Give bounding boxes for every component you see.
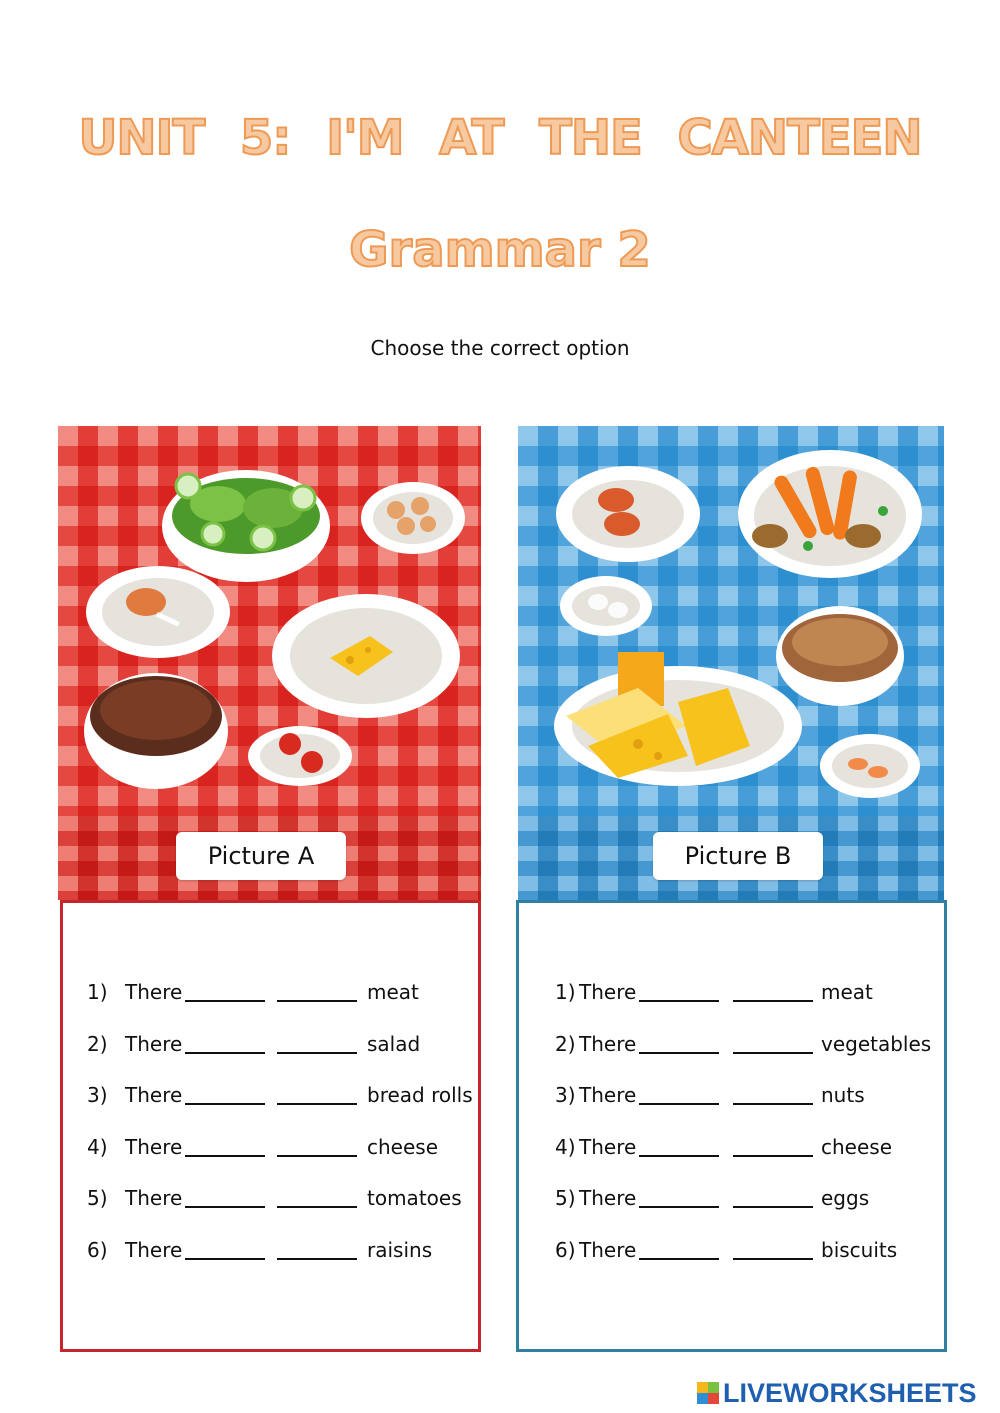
- tomatoes-plate-icon: [248, 726, 352, 786]
- picture-b-label: Picture B: [653, 832, 823, 880]
- questions-box-a: [60, 900, 481, 1352]
- answer-blank-2[interactable]: [277, 1000, 357, 1002]
- answer-blank-1[interactable]: [639, 1103, 719, 1105]
- salad-bowl-icon: [162, 470, 330, 582]
- answer-blank-2[interactable]: [733, 1000, 813, 1002]
- bread-rolls-plate-icon: [361, 482, 465, 554]
- question-number: 3): [555, 1083, 576, 1108]
- answer-blank-1[interactable]: [639, 1206, 719, 1208]
- chicken-plate-icon: [86, 566, 230, 658]
- question-row: [87, 1235, 477, 1265]
- answer-blank-1[interactable]: [185, 1155, 265, 1157]
- question-row: [555, 1080, 945, 1110]
- answer-blank-1[interactable]: [639, 1052, 719, 1054]
- raisins-bowl-icon: [84, 673, 228, 789]
- question-there: There: [125, 980, 183, 1004]
- question-row: [555, 1183, 945, 1213]
- question-there: There: [125, 1186, 183, 1211]
- question-row: [87, 1183, 477, 1213]
- answer-blank-2[interactable]: [733, 1103, 813, 1105]
- question-row: [555, 1029, 945, 1059]
- question-row: [87, 1080, 477, 1110]
- picture-a-illustration: [58, 426, 481, 900]
- picture-a-panel: [58, 426, 481, 900]
- question-row: [555, 1235, 945, 1265]
- vegetables-plate-icon: [738, 450, 922, 578]
- question-noun: vegetables: [821, 1031, 932, 1056]
- unit-title: UNIT 5: I'M AT THE CANTEEN: [78, 110, 922, 166]
- question-there: There: [579, 1031, 637, 1056]
- question-number: 1): [555, 980, 576, 1004]
- question-noun: bread rolls: [367, 1083, 473, 1108]
- answer-blank-2[interactable]: [733, 1155, 813, 1157]
- liveworksheets-logo-icon: [697, 1382, 719, 1404]
- question-number: 4): [87, 1134, 108, 1159]
- question-number: 5): [87, 1186, 108, 1211]
- question-noun: meat: [821, 980, 873, 1004]
- answer-blank-1[interactable]: [185, 1103, 265, 1105]
- picture-a-label: Picture A: [176, 832, 346, 880]
- question-there: There: [579, 1186, 637, 1211]
- answer-blank-2[interactable]: [277, 1052, 357, 1054]
- biscuits-plate-icon: [820, 734, 920, 798]
- answer-blank-1[interactable]: [185, 1206, 265, 1208]
- answer-blank-2[interactable]: [733, 1052, 813, 1054]
- answer-blank-2[interactable]: [277, 1103, 357, 1105]
- question-number: 2): [555, 1031, 576, 1056]
- logo-text: LIVEWORKSHEETS: [723, 1377, 977, 1408]
- cheese-plate-icon: [272, 594, 460, 718]
- answer-blank-1[interactable]: [185, 1000, 265, 1002]
- question-number: 1): [87, 980, 108, 1004]
- answer-blank-2[interactable]: [733, 1258, 813, 1260]
- liveworksheets-logo: [697, 1378, 977, 1408]
- answer-blank-1[interactable]: [185, 1052, 265, 1054]
- question-there: There: [579, 1083, 637, 1108]
- question-there: There: [125, 1134, 183, 1159]
- question-noun: nuts: [821, 1083, 865, 1108]
- question-row: [87, 977, 477, 1007]
- question-row: [555, 1132, 945, 1162]
- instruction-text: Choose the correct option: [370, 336, 630, 360]
- question-number: 6): [555, 1238, 576, 1262]
- question-row: [555, 977, 945, 1007]
- chicken-plate-icon: [556, 466, 700, 562]
- question-noun: raisins: [367, 1238, 433, 1262]
- answer-blank-2[interactable]: [733, 1206, 813, 1208]
- question-noun: cheese: [821, 1134, 893, 1159]
- question-row: [87, 1029, 477, 1059]
- answer-blank-2[interactable]: [277, 1155, 357, 1157]
- question-number: 4): [555, 1134, 576, 1159]
- question-there: There: [579, 1134, 637, 1159]
- question-row: [87, 1132, 477, 1162]
- questions-box-b: [516, 900, 947, 1352]
- question-number: 3): [87, 1083, 108, 1108]
- question-number: 6): [87, 1238, 108, 1262]
- answer-blank-1[interactable]: [639, 1258, 719, 1260]
- question-number: 2): [87, 1031, 108, 1056]
- question-there: There: [579, 980, 637, 1004]
- eggs-plate-icon: [560, 576, 652, 636]
- question-noun: eggs: [821, 1186, 870, 1211]
- question-there: There: [125, 1238, 183, 1262]
- answer-blank-1[interactable]: [639, 1155, 719, 1157]
- question-number: 5): [555, 1186, 576, 1211]
- question-noun: meat: [367, 980, 419, 1004]
- question-there: There: [125, 1083, 183, 1108]
- picture-b-panel: [518, 426, 944, 900]
- question-noun: cheese: [367, 1134, 439, 1159]
- question-noun: tomatoes: [367, 1186, 462, 1211]
- picture-b-illustration: [518, 426, 944, 900]
- question-there: There: [125, 1031, 183, 1056]
- answer-blank-1[interactable]: [639, 1000, 719, 1002]
- answer-blank-2[interactable]: [277, 1206, 357, 1208]
- question-noun: biscuits: [821, 1238, 898, 1262]
- answer-blank-1[interactable]: [185, 1258, 265, 1260]
- question-there: There: [579, 1238, 637, 1262]
- nuts-bowl-icon: [776, 606, 904, 706]
- grammar-title: Grammar 2: [349, 222, 651, 278]
- answer-blank-2[interactable]: [277, 1258, 357, 1260]
- question-noun: salad: [367, 1031, 421, 1056]
